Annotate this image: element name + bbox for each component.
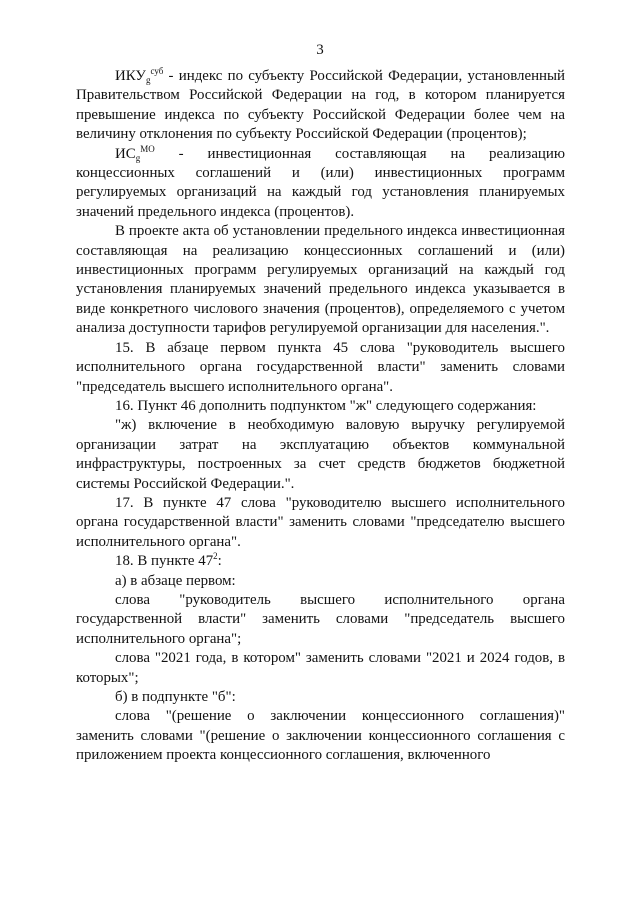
paragraph-project-act: В проекте акта об установлении предельного индекса инвестиционная составляющая на реализацию концессионных соглашений и (или) инвестиционных программ регулируемых организаций на каждый год установления планируемых значений предельного индекса указывается в виде конкретного числового значения (процентов), определяемого с учетом анализа доступности тарифов регулируемой организации для населения.". [76, 223, 565, 337]
item-15: 15. В абзаце первом пункта 45 слова "руководитель высшего исполнительного органа государственной власти" заменить словами "председатель высшего исполнительного органа". [76, 339, 565, 395]
symbol-iku-superscript: суб [150, 66, 164, 76]
definition-iku [76, 67, 565, 145]
item-18-subpoint-b: б) в подпункте "б": [115, 689, 236, 705]
definition-is [76, 145, 565, 223]
item-18-a-replacement-2: слова "2021 года, в котором" заменить словами "2021 и 2024 годов, в которых"; [76, 650, 565, 686]
item-18-subpoint-a: а) в абзаце первом: [115, 572, 236, 589]
definition-is-text: - инвестиционная составляющая на реализацию концессионных соглашений и (или) инвестиционных программ регулируемых организаций на каждый год установления планируемых значений предельного индекса (процентов). [76, 145, 565, 220]
item-18-superscript: 2 [213, 551, 218, 562]
item-16: 16. Пункт 46 дополнить подпунктом "ж" следующего содержания: [115, 397, 537, 414]
symbol-iku: ИКУ [115, 68, 146, 84]
item-18 [76, 552, 565, 571]
symbol-is-superscript: МО [140, 143, 155, 154]
item-17: 17. В пункте 47 слова "руководителю высшего исполнительного органа государственной власти" заменить словами "председателю высшего исполнительного органа". [76, 494, 565, 550]
item-18-b-replacement-1: слова "(решение о заключении концессионного соглашения)" заменить словами "(решение о заключении концессионного соглашения с приложением проекта концессионного соглашения, включенного [76, 708, 565, 764]
item-18-suffix: : [217, 553, 222, 570]
symbol-iku-subscript: g [145, 75, 151, 85]
item-18-a-replacement-1: слова "руководитель высшего исполнительного органа государственной власти" заменить словами "председатель высшего исполнительного органа"; [76, 591, 565, 647]
document-body [76, 67, 565, 766]
item-18-prefix: 18. В пункте 47 [115, 553, 214, 570]
page-number: 3 [316, 42, 324, 58]
definition-iku-text: - индекс по субъекту Российской Федерации, установленный Правительством Российской Федерации на год, в котором планируется превышение индекса по субъекту Российской Федерации более чем на величину отклонения по субъекту Российской Федерации (процентов); [76, 68, 565, 143]
symbol-is-subscript: g [135, 152, 141, 163]
item-16-subpoint-zh: "ж) включение в необходимую валовую выручку регулируемой организации затрат на эксплуатацию объектов коммунальной инфраструктуры, построенных за счет средств бюджетов бюджетной системы Российской Федерации.". [76, 417, 565, 492]
symbol-is: ИС [115, 145, 136, 162]
